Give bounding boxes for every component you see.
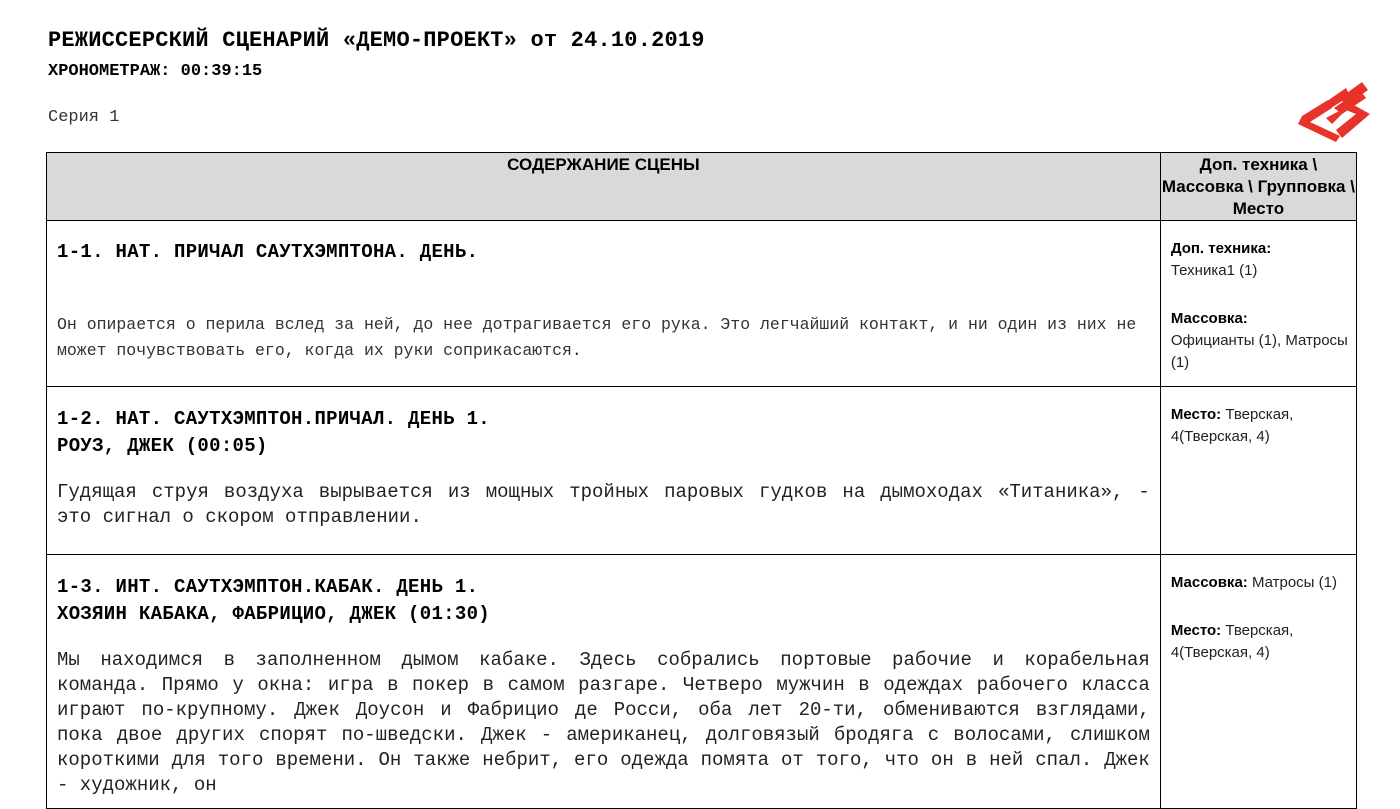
- duration-label: ХРОНОМЕТРАЖ: 00:39:15: [48, 62, 263, 81]
- tech-value: Техника1 (1): [1170, 262, 1258, 279]
- table-header-row: [47, 153, 1357, 221]
- tech-label: Доп. техника:: [1170, 240, 1272, 257]
- table-row: [47, 555, 1357, 809]
- crowd-value: Официанты (1), Матросы (1): [1170, 332, 1348, 371]
- scene-heading: 1-3. ИНТ. САУТХЭМПТОН.КАБАК. ДЕНЬ 1.: [57, 576, 479, 598]
- header-extra-info: Доп. техника \ Массовка \ Групповка \ Место: [1160, 153, 1356, 221]
- crowd-block: [1171, 308, 1348, 374]
- tech-block: [1171, 238, 1348, 282]
- place-value: Тверская, 4(Тверская, 4): [1170, 406, 1294, 445]
- place-label: Место:: [1170, 622, 1222, 639]
- scene-heading: 1-2. НАТ. САУТХЭМПТОН.ПРИЧАЛ. ДЕНЬ 1.: [57, 408, 490, 430]
- scene-characters: РОУЗ, ДЖЕК (00:05): [57, 435, 268, 457]
- red-chevrons-logo: [1296, 78, 1374, 142]
- table-row: [47, 221, 1357, 387]
- scene-text: Гудящая струя воздуха вырывается из мощных тройных паровых гудков на дымоходах «Титаника», - это сигнал о скором отправлении.: [57, 481, 1150, 528]
- header-scene-content: СОДЕРЖАНИЕ СЦЕНЫ: [47, 153, 1161, 221]
- scene-table: [46, 152, 1357, 809]
- scene-text: Он опирается о перила вслед за ней, до нее дотрагивается его рука. Это легчайший контакт, и ни один из них не может почувствовать его, когда их руки соприкасаются.: [57, 315, 1137, 360]
- place-label: Место:: [1170, 406, 1222, 423]
- table-row: [47, 387, 1357, 555]
- scene-heading: 1-1. НАТ. ПРИЧАЛ САУТХЭМПТОНА. ДЕНЬ.: [57, 241, 479, 263]
- crowd-value: Матросы (1): [1251, 574, 1337, 591]
- scene-side-cell: [1160, 387, 1356, 555]
- crowd-label: Массовка:: [1170, 574, 1248, 591]
- crowd-block: [1171, 572, 1348, 594]
- scene-content-cell: [47, 221, 1161, 387]
- scene-content-cell: [47, 387, 1161, 555]
- place-block: [1171, 620, 1348, 664]
- crowd-label: Массовка:: [1170, 310, 1248, 327]
- scene-text: Мы находимся в заполненном дымом кабаке. Здесь собрались портовые рабочие и корабельная команда. Прямо у окна: игра в покер в самом разгаре. Четверо мужчин в одеждах рабочего класса играют по-крупному. Джек Доусон и Фабрицио де Росси, оба лет 20-ти, обмениваются взглядами, пока двое других спорят по-шведски. Джек - американец, долговязый бродяга с волосами, слишком короткими для того времени. Он также небрит, его одежда помята от того, что он в ней спал. Джек - художник, он: [57, 649, 1150, 796]
- scene-characters: ХОЗЯИН КАБАКА, ФАБРИЦИО, ДЖЕК (01:30): [57, 603, 490, 625]
- scene-side-cell: [1160, 221, 1356, 387]
- scene-content-cell: [47, 555, 1161, 809]
- series-label: Серия 1: [48, 108, 120, 127]
- scene-side-cell: [1160, 555, 1356, 809]
- place-block: [1171, 404, 1348, 448]
- place-value: Тверская, 4(Тверская, 4): [1170, 622, 1294, 661]
- document-title: РЕЖИССЕРСКИЙ СЦЕНАРИЙ «ДЕМО-ПРОЕКТ» от 24.10.2019: [48, 28, 705, 53]
